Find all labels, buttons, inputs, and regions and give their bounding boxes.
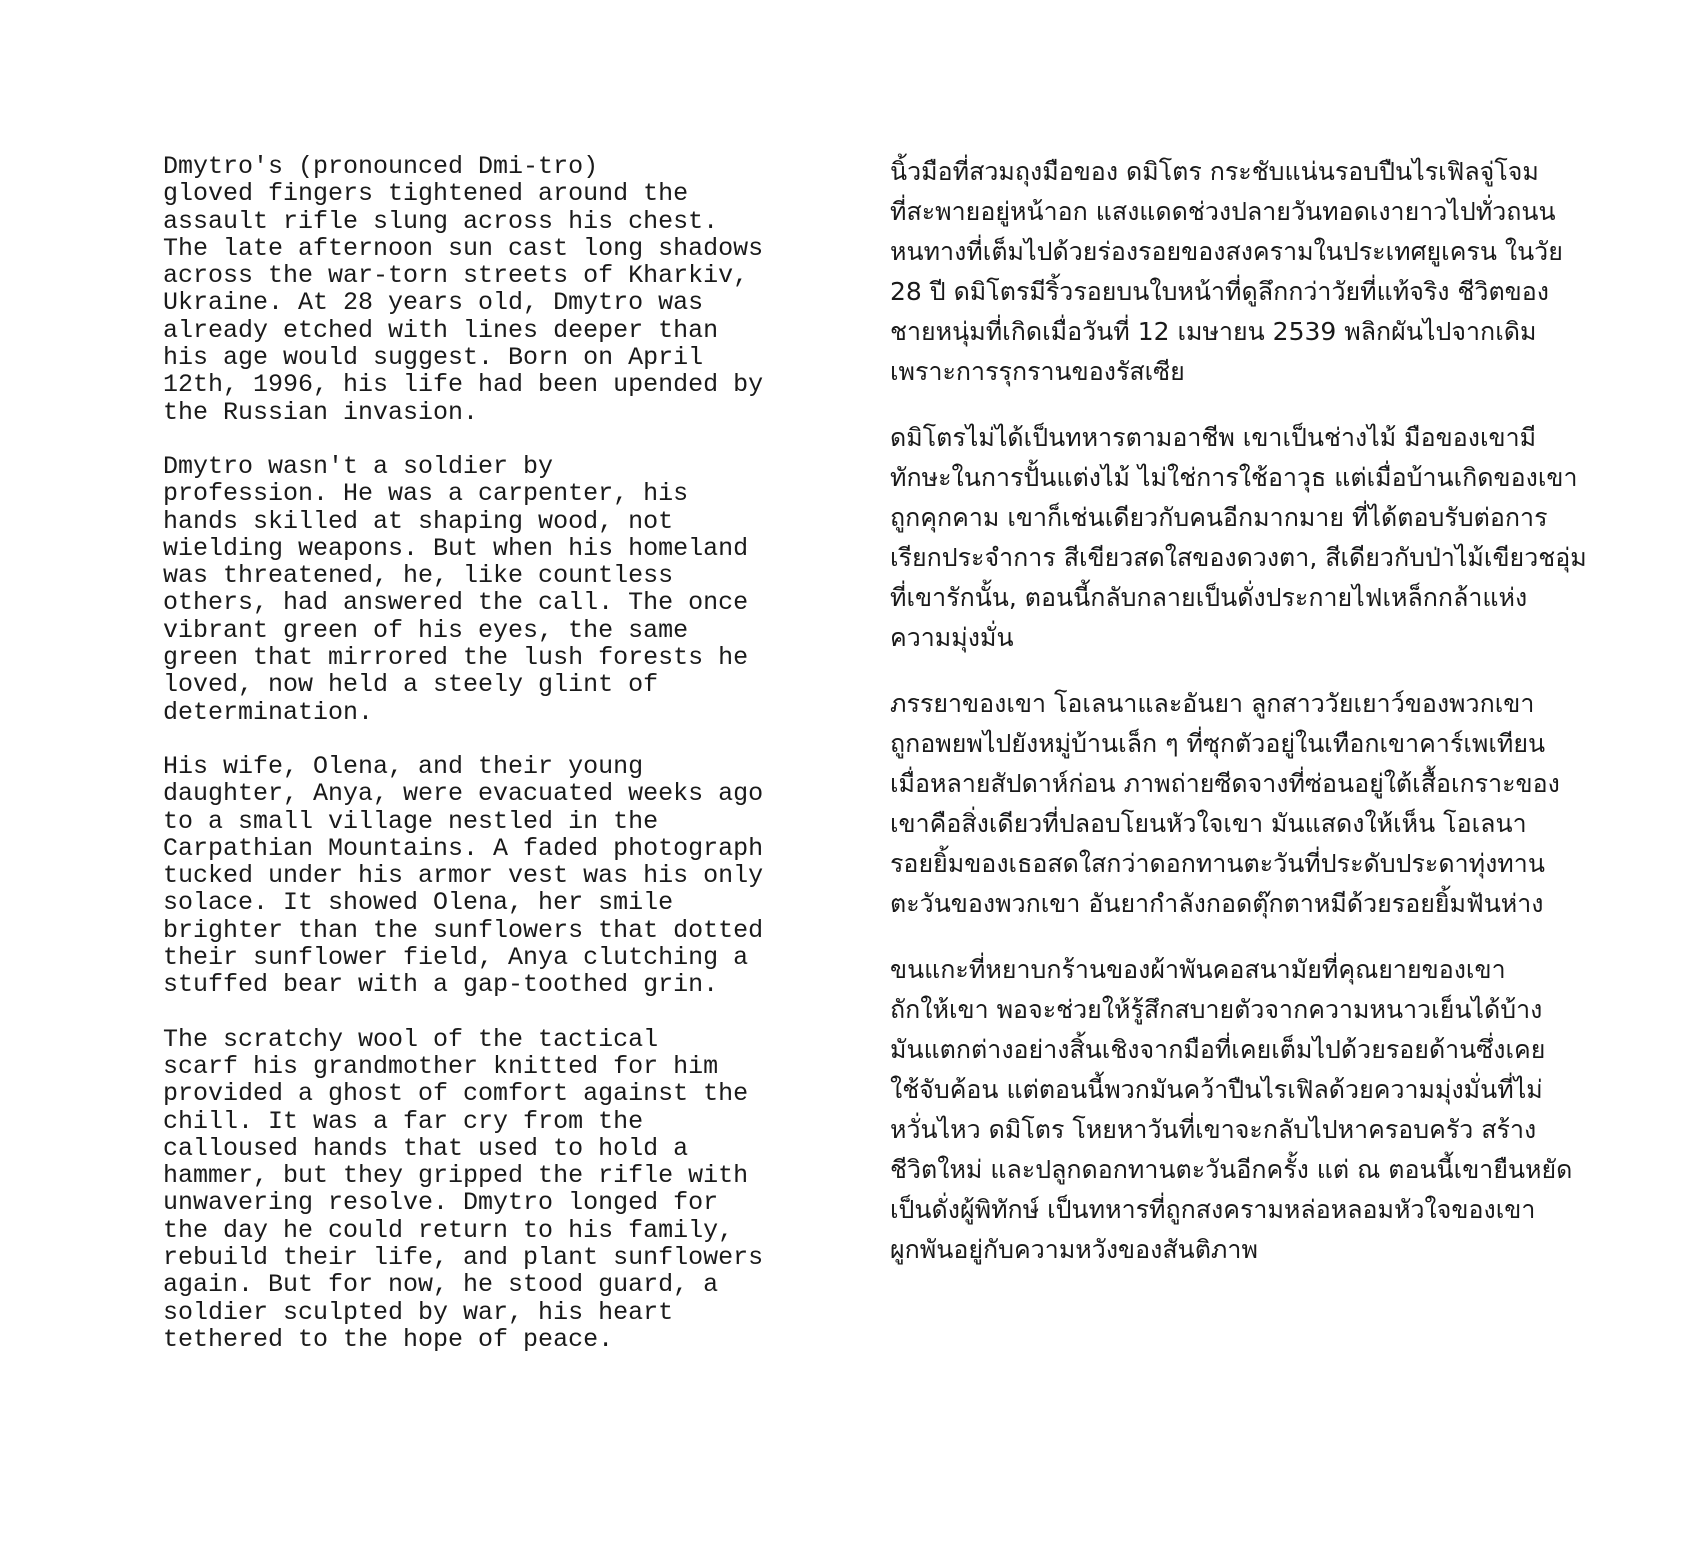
english-paragraph-4: The scratchy wool of the tactical scarf his grandmother knitted for him provided a ghost of comfort against the chill. It was a far cry from the calloused hands that used to hold a hammer, but they gripped the rifle with unwavering resolve. Dmytro longed for the day he could return to his family, rebuild their life, and plant sunflowers again. But for now, he stood guard, a soldier sculpted by war, his heart tethered to the hope of peace. xyxy=(163,1024,764,1354)
english-paragraph-3: His wife, Olena, and their young daughter, Anya, were evacuated weeks ago to a small village nestled in the Carpathian Mountains. A faded photograph tucked under his armor vest was his only solace. It showed Olena, her smile brighter than the sunflowers that dotted their sunflower field, Anya clutching a stuffed bear with a gap-toothed grin. xyxy=(163,751,764,1000)
thai-paragraph-4: ขนแกะที่หยาบกร้านของผ้าพันคอสนามัยที่คุณยายของเขา ถักให้เขา พอจะช่วยให้รู้สึกสบายตัวจากความหนาวเย็นได้บ้าง มันแตกต่างอย่างสิ้นเชิงจากมือที่เคยเต็มไปด้วยรอยด้านซึ่งเคย ใช้จับค้อน แต่ตอนนี้พวกมันคว้าปืนไรเฟิลด้วยความมุ่งมั่นที่ไม่ หวั่นไหว ดมิโตร โหยหาวันที่เขาจะกลับไปหาครอบครัว สร้าง ชีวิตใหม่ และปลูกดอกทานตะวันอีกครั้ง แต่ ณ ตอนนี้เขายืนหยัด เป็นดั่งผู้พิทักษ์ เป็นทหารที่ถูกสงครามหล่อหลอมหัวใจของเขา ผูกพันอยู่กับความหวังของสันติภาพ xyxy=(890,955,1573,1264)
thai-column xyxy=(890,152,1590,1296)
english-paragraph-1: Dmytro's (pronounced Dmi-tro) gloved fingers tightened around the assault rifle slung across his chest. The late afternoon sun cast long shadows across the war-torn streets of Kharkiv, Ukraine. At 28 years old, Dmytro was already etched with lines deeper than his age would suggest. Born on April 12th, 1996, his life had been upended by the Russian invasion. xyxy=(163,152,764,427)
thai-paragraph-2: ดมิโตรไม่ได้เป็นทหารตามอาชีพ เขาเป็นช่างไม้ มือของเขามี ทักษะในการปั้นแต่งไม้ ไม่ใช่การใช้อาวุธ แต่เมื่อบ้านเกิดของเขา ถูกคุกคาม เขาก็เช่นเดียวกับคนอีกมากมาย ที่ได้ตอบรับต่อการ เรียกประจำการ สีเขียวสดใสของดวงตา, สีเดียวกับป่าไม้เขียวชอุ่ม ที่เขารักนั้น, ตอนนี้กลับกลายเป็นดั่งประกายไฟเหล็กกล้าแห่ง ความมุ่งมั่น xyxy=(890,423,1587,652)
thai-paragraph-3: ภรรยาของเขา โอเลนาและอันยา ลูกสาววัยเยาว์ของพวกเขา ถูกอพยพไปยังหมู่บ้านเล็ก ๆ ที่ซุกตัวอยู่ในเทือกเขาคาร์เพเทียน เมื่อหลายสัปดาห์ก่อน ภาพถ่ายซีดจางที่ซ่อนอยู่ใต้เสื้อเกราะของ เขาคือสิ่งเดียวที่ปลอบโยนหัวใจเขา มันแสดงให้เห็น โอเลนา รอยยิ้มของเธอสดใสกว่าดอกทานตะวันที่ประดับประดาทุ่งทาน ตะวันของพวกเขา อันยากำลังกอดตุ๊กตาหมีด้วยรอยยิ้มฟันห่าง xyxy=(890,689,1560,918)
thai-paragraph-1: นิ้วมือที่สวมถุงมือของ ดมิโตร กระชับแน่นรอบปืนไรเฟิลจู่โจม ที่สะพายอยู่หน้าอก แสงแดดช่วงปลายวันทอดเงายาวไปทั่วถนน หนทางที่เต็มไปด้วยร่องรอยของสงครามในประเทศยูเครน ในวัย 28 ปี ดมิโตรมีริ้วรอยบนใบหน้าที่ดูลึกกว่าวัยที่แท้จริง ชีวิตของ ชายหนุ่มที่เกิดเมื่อวันที่ 12 เมษายน 2539 พลิกผันไปจากเดิม เพราะการรุกรานของรัสเซีย xyxy=(890,157,1563,386)
english-paragraph-2: Dmytro wasn't a soldier by profession. He was a carpenter, his hands skilled at shaping wood, not wielding weapons. But when his homeland was threatened, he, like countless others, had answered the call. The once vibrant green of his eyes, the same green that mirrored the lush forests he loved, now held a steely glint of determination. xyxy=(163,451,749,727)
english-column xyxy=(163,153,843,1380)
